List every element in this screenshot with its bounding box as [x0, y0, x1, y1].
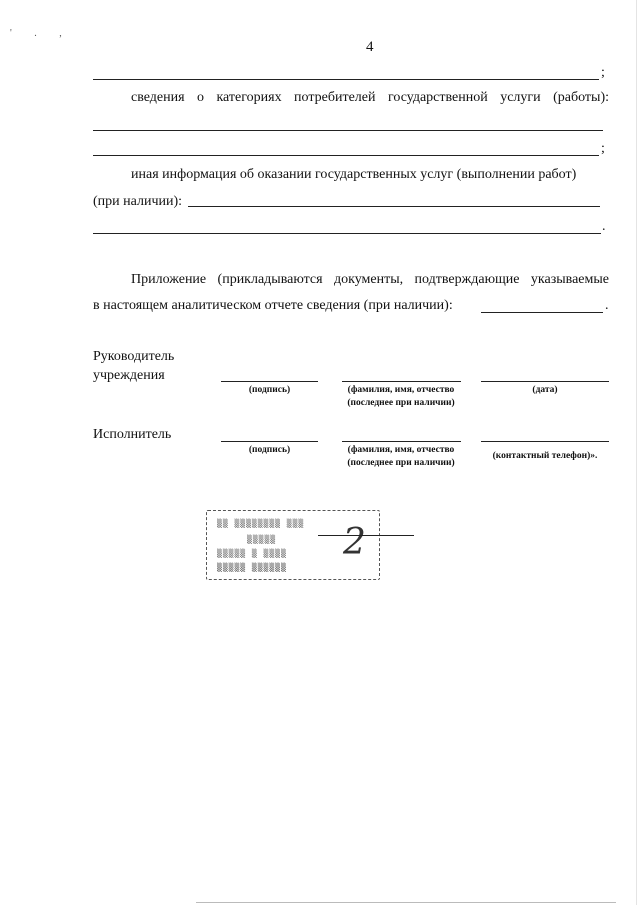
executor-signature-caption: (подпись) — [248, 445, 291, 455]
head-name-caption-cont: (последнее при наличии) — [347, 398, 455, 408]
attachment-label-cont: в настоящем аналитическом отчете сведения (при наличии): — [93, 298, 453, 313]
scan-edge-line — [196, 902, 616, 903]
stamp-text-line: ▒▒▒▒▒ ▒ ▒▒▒▒ — [217, 549, 287, 558]
stamp-strike-line — [318, 535, 414, 536]
head-signature-caption: (подпись) — [248, 385, 291, 395]
head-date-line — [481, 381, 609, 382]
line-end-semicolon: ; — [601, 65, 605, 80]
stamp-text-line: ▒▒▒▒▒ — [247, 535, 277, 544]
page-number: 4 — [366, 39, 374, 55]
attachment-label: Приложение (прикладываются документы, подтверждающие указываемые — [131, 272, 609, 287]
executor-name-caption-cont: (последнее при наличии) — [347, 458, 455, 468]
head-title: Руководитель — [93, 349, 175, 364]
head-name-caption: (фамилия, имя, отчество — [347, 385, 455, 395]
stamp-handwritten-mark: 2 — [343, 522, 366, 563]
fill-line — [93, 155, 599, 156]
executor-name-line — [342, 441, 461, 442]
head-date-caption: (дата) — [532, 385, 558, 395]
stamp-text-line: ▒▒▒▒▒ ▒▒▒▒▒▒ — [217, 563, 287, 572]
executor-title: Исполнитель — [93, 427, 172, 442]
attachment-fill-line — [481, 312, 603, 313]
executor-phone-line — [481, 441, 609, 442]
line-end-period: . — [602, 219, 606, 234]
other-info-label-cont: (при наличии): — [93, 194, 183, 209]
head-title-cont: учреждения — [93, 368, 165, 383]
fill-line — [93, 233, 601, 234]
fill-line — [188, 206, 600, 207]
stamp-text-line: ▒▒ ▒▒▒▒▒▒▒▒ ▒▒▒ — [217, 519, 305, 528]
head-signature-line — [221, 381, 318, 382]
fill-line — [93, 79, 599, 80]
fill-line — [93, 130, 603, 131]
executor-signature-line — [221, 441, 318, 442]
executor-name-caption: (фамилия, имя, отчество — [347, 445, 455, 455]
head-name-line — [342, 381, 461, 382]
consumers-label: сведения о категориях потребителей государственной услуги (работы): — [131, 90, 609, 105]
scan-corner-marks: ' . , — [10, 28, 72, 39]
scan-edge-line — [636, 0, 637, 905]
line-end-period: . — [605, 298, 609, 313]
line-end-semicolon: ; — [601, 141, 605, 156]
other-info-label: иная информация об оказании государственных услуг (выполнении работ) — [131, 167, 577, 182]
executor-phone-caption: (контактный телефон)». — [492, 451, 598, 461]
